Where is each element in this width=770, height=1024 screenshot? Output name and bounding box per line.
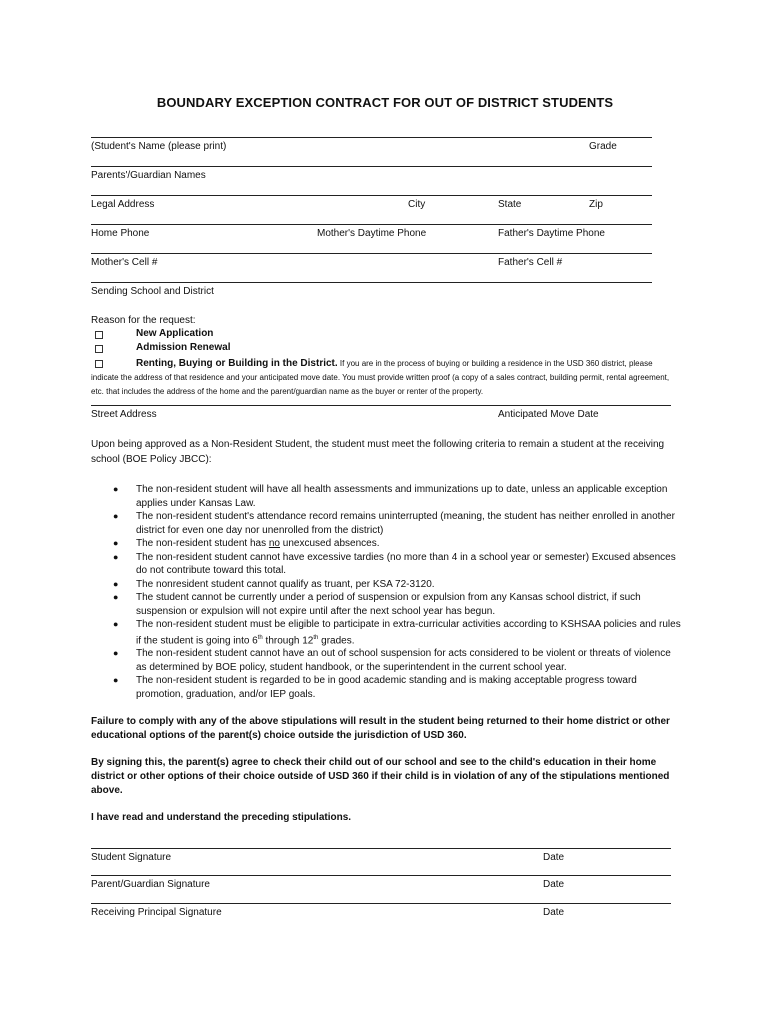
- new-application-label: New Application: [136, 328, 214, 339]
- list-item: [113, 618, 683, 647]
- renting-note: If you are in the process of buying or building a residence in the USD 360 district, please indicate the address of that residence and your anticipated move date. You must provide written proof (a copy of a sales contract, building permit, rental agreement, etc. that includes the address of the home and the parent/guardian name as the buyer or renter of the property.: [91, 359, 670, 396]
- parent-signature-label: Parent/Guardian Signature: [91, 879, 210, 890]
- street-address-line[interactable]: [91, 405, 671, 406]
- criteria-text: The non-resident student cannot have an out of school suspension for acts considered to be violent or threats of violence as determined by BOE policy, student handbook, or the superintendent in the current school year.: [136, 648, 671, 673]
- understand-statement: I have read and understand the preceding stipulations.: [91, 812, 352, 823]
- admission-renewal-checkbox[interactable]: [95, 345, 103, 353]
- renting-label: Renting, Buying or Building in the District.: [136, 358, 338, 369]
- home-phone-label: Home Phone: [91, 228, 150, 239]
- criteria-underline: no: [268, 538, 280, 549]
- criteria-text: The non-resident student has: [136, 538, 269, 549]
- admission-renewal-label: Admission Renewal: [136, 342, 231, 353]
- student-name-line[interactable]: [91, 137, 652, 138]
- parent-signature-line[interactable]: [91, 875, 671, 876]
- list-item: [113, 591, 683, 618]
- cell-line[interactable]: [91, 253, 652, 254]
- superscript: th: [257, 634, 263, 641]
- fathers-cell-label: Father's Cell #: [498, 257, 563, 268]
- criteria-text: The non-resident student cannot have excessive tardies (no more than 4 in a school year or semester) Excused absences do not contribute toward this total.: [136, 551, 676, 576]
- list-item: [113, 537, 683, 551]
- parents-names-line[interactable]: [91, 166, 652, 167]
- criteria-text: The student cannot be currently under a period of suspension or expulsion from any Kansas school district, if such suspension or expulsion will not expire until after the next school year has begun.: [136, 592, 641, 617]
- sending-school-line[interactable]: [91, 282, 652, 283]
- signing-statement: By signing this, the parent(s) agree to check their child out of our school and see to the child's education in their home district or other options of their choice outside of USD 360 if their child is in violation of any of the stipulations mentioned above.: [91, 757, 670, 796]
- criteria-text: through 12: [262, 634, 314, 646]
- criteria-text: grades.: [318, 634, 355, 646]
- zip-label: Zip: [589, 199, 603, 210]
- criteria-text: The nonresident student cannot qualify as truant, per KSA 72-3120.: [136, 578, 435, 590]
- bullet-icon: ●: [113, 619, 119, 629]
- grade-label: Grade: [589, 141, 617, 152]
- bullet-icon: ●: [113, 551, 119, 562]
- mothers-cell-label: Mother's Cell #: [91, 257, 158, 268]
- legal-address-label: Legal Address: [91, 199, 155, 210]
- sending-school-label: Sending School and District: [91, 286, 214, 297]
- list-item: [113, 551, 683, 578]
- list-item: [113, 674, 683, 701]
- renting-option: [91, 357, 681, 399]
- criteria-text: The non-resident student's attendance record remains uninterrupted (meaning, the student has neither enrolled in another district for even one day nor unenrolled from the district): [136, 511, 675, 536]
- student-signature-label: Student Signature: [91, 852, 172, 863]
- anticipated-move-date-label: Anticipated Move Date: [498, 409, 599, 420]
- bullet-icon: ●: [113, 511, 119, 521]
- principal-signature-line[interactable]: [91, 903, 671, 904]
- city-label: City: [408, 199, 426, 210]
- fathers-daytime-phone-label: Father's Daytime Phone: [498, 228, 605, 239]
- state-label: State: [498, 199, 522, 210]
- student-date-label: Date: [543, 852, 565, 863]
- superscript: th: [313, 634, 319, 641]
- list-item: [113, 483, 683, 510]
- criteria-text: The non-resident student is regarded to be in good academic standing and is making acceptable progress toward promotion, graduation, and/or IEP goals.: [136, 675, 637, 700]
- reason-heading: Reason for the request:: [91, 315, 196, 326]
- list-item: [113, 578, 683, 592]
- student-signature-line[interactable]: [91, 848, 671, 849]
- principal-date-label: Date: [543, 907, 565, 918]
- criteria-list: [113, 483, 683, 701]
- bullet-icon: ●: [113, 538, 119, 548]
- parents-names-label: Parents'/Guardian Names: [91, 170, 206, 181]
- criteria-text: The non-resident student will have all health assessments and immunizations up to date, unless an applicable exception applies under Kansas Law.: [136, 484, 668, 509]
- legal-address-line[interactable]: [91, 195, 652, 196]
- new-application-checkbox[interactable]: [95, 331, 103, 339]
- principal-signature-label: Receiving Principal Signature: [91, 907, 222, 918]
- page-title: BOUNDARY EXCEPTION CONTRACT FOR OUT OF DISTRICT STUDENTS: [156, 95, 614, 110]
- street-address-label: Street Address: [91, 409, 157, 420]
- bullet-icon: ●: [113, 648, 119, 659]
- bullet-icon: ●: [113, 675, 119, 686]
- bullet-icon: ●: [113, 592, 119, 602]
- criteria-intro: Upon being approved as a Non-Resident Student, the student must meet the following criteria to remain a student at the receiving school (BOE Policy JBCC):: [91, 439, 665, 465]
- list-item: [113, 510, 683, 537]
- bullet-icon: ●: [113, 484, 119, 494]
- phones-line[interactable]: [91, 224, 652, 225]
- criteria-text: unexcused absences.: [280, 538, 380, 549]
- parent-date-label: Date: [543, 879, 565, 890]
- list-item: [113, 647, 683, 674]
- bullet-icon: ●: [113, 578, 119, 589]
- failure-statement: Failure to comply with any of the above stipulations will result in the student being returned to their home district or other educational options of the parent(s) choice outside the jurisdiction of USD 360.: [91, 716, 670, 741]
- student-name-label: (Student's Name (please print): [91, 141, 227, 152]
- mothers-daytime-phone-label: Mother's Daytime Phone: [317, 228, 427, 239]
- criteria-text: The non-resident student must be eligible to participate in extra-curricular activities according to KSHSAA policies and rules if the student is going into 6: [136, 619, 681, 646]
